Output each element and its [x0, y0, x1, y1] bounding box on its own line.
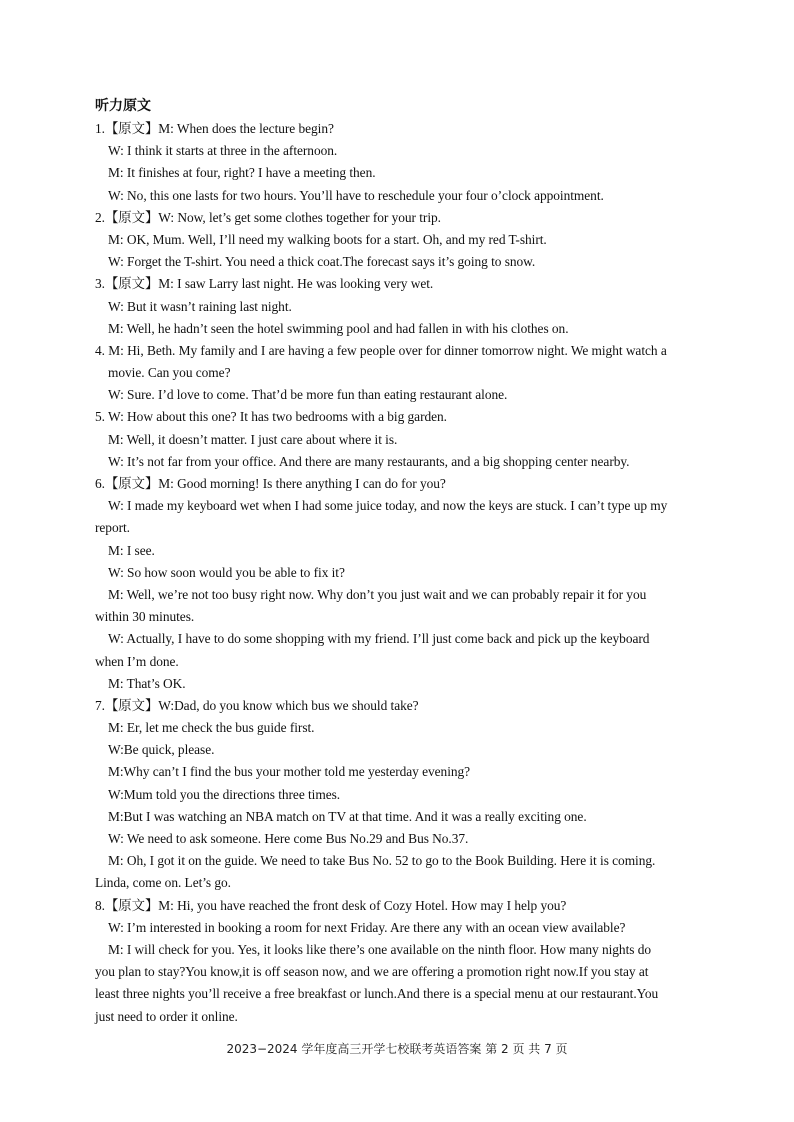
section-heading: 听力原文 — [95, 98, 151, 114]
transcript-line: M: Well, it doesn’t matter. I just care about where it is. — [108, 431, 398, 447]
transcript-line: W: I’m interested in booking a room for next Friday. Are there any with an ocean view available? — [108, 919, 626, 935]
transcript-line: just need to order it online. — [95, 1008, 238, 1024]
transcript-line: M: I see. — [108, 542, 155, 558]
transcript-line: 7.【原文】W:Dad, do you know which bus we should take? — [95, 697, 419, 713]
transcript-line: movie. Can you come? — [108, 365, 231, 381]
transcript-line: W: Actually, I have to do some shopping with my friend. I’ll just come back and pick up the keyboard — [108, 631, 650, 647]
transcript-line: Linda, come on. Let’s go. — [95, 875, 231, 891]
transcript-line: within 30 minutes. — [95, 609, 195, 625]
transcript-line: M: Well, we’re not too busy right now. Why don’t you just wait and we can probably repair it for you — [108, 586, 647, 602]
transcript-line: 2.【原文】W: Now, let’s get some clothes together for your trip. — [95, 209, 441, 225]
transcript-line: when I’m done. — [95, 653, 179, 669]
transcript-line: 8.【原文】M: Hi, you have reached the front desk of Cozy Hotel. How may I help you? — [95, 897, 567, 913]
transcript-line: M:But I was watching an NBA match on TV at that time. And it was a really exciting one. — [108, 808, 587, 824]
transcript-line: M: Er, let me check the bus guide first. — [108, 720, 315, 736]
transcript-line: M:Why can’t I find the bus your mother told me yesterday evening? — [108, 764, 471, 780]
transcript-line: W: But it wasn’t raining last night. — [108, 298, 292, 314]
transcript-body — [95, 118, 705, 1028]
transcript-line: W: I think it starts at three in the afternoon. — [108, 143, 338, 159]
page-footer: 2023−2024 学年度高三开学七校联考英语答案 第 2 页 共 7 页 — [226, 1042, 568, 1056]
transcript-line: W: Forget the T-shirt. You need a thick coat.The forecast says it’s going to snow. — [108, 254, 536, 270]
transcript-line: M: I will check for you. Yes, it looks like there’s one available on the ninth floor. How many nights do — [108, 941, 651, 957]
transcript-line: M: That’s OK. — [108, 675, 186, 691]
transcript-line: 1.【原文】M: When does the lecture begin? — [95, 121, 334, 136]
transcript-line: W: It’s not far from your office. And there are many restaurants, and a big shopping center nearby. — [108, 453, 630, 469]
transcript-line: M: OK, Mum. Well, I’ll need my walking boots for a start. Oh, and my red T-shirt. — [108, 231, 547, 247]
transcript-line: least three nights you’ll receive a free breakfast or lunch.And there is a special menu at our restaurant.You — [95, 986, 659, 1002]
transcript-line: W:Mum told you the directions three times. — [108, 786, 341, 802]
transcript-line: 3.【原文】M: I saw Larry last night. He was looking very wet. — [95, 276, 434, 292]
transcript-line: W: I made my keyboard wet when I had some juice today, and now the keys are stuck. I can’t type up my — [108, 498, 668, 514]
transcript-line: 4. M: Hi, Beth. My family and I are having a few people over for dinner tomorrow night. We might watch a — [95, 342, 667, 358]
transcript-line: W: Sure. I’d love to come. That’d be more fun than eating restaurant alone. — [108, 387, 508, 403]
transcript-line: W: So how soon would you be able to fix it? — [108, 564, 345, 580]
transcript-line: 6.【原文】M: Good morning! Is there anything I can do for you? — [95, 476, 446, 491]
transcript-line: you plan to stay?You know,it is off season now, and we are offering a promotion right now.If you stay at — [95, 964, 649, 980]
transcript-line: report. — [95, 520, 130, 536]
transcript-line: 5. W: How about this one? It has two bedrooms with a big garden. — [95, 409, 447, 425]
transcript-line: W: We need to ask someone. Here come Bus No.29 and Bus No.37. — [108, 831, 469, 846]
transcript-line: M: It finishes at four, right? I have a meeting then. — [108, 165, 376, 181]
transcript-line: W:Be quick, please. — [108, 742, 215, 758]
transcript-line: M: Well, he hadn’t seen the hotel swimming pool and had fallen in with his clothes on. — [108, 320, 569, 336]
transcript-line: M: Oh, I got it on the guide. We need to take Bus No. 52 to go to the Book Building. Here it is coming. — [108, 853, 656, 869]
transcript-line: W: No, this one lasts for two hours. You’ll have to reschedule your four o’clock appointment. — [108, 187, 604, 203]
